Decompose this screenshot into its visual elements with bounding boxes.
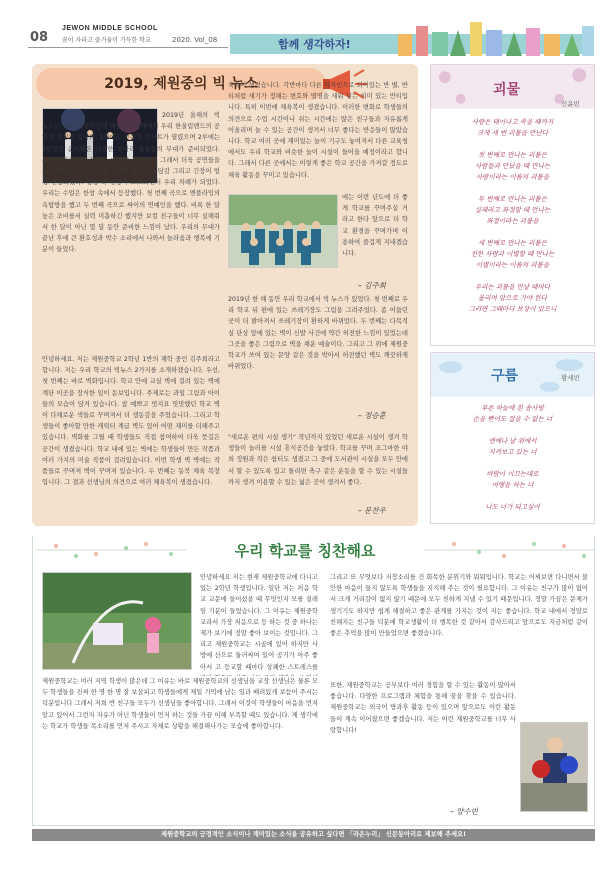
poem-monster-card [430, 64, 595, 346]
poem-monster-line [431, 139, 594, 150]
news-column-1-top: 2019년 올해의 빅 뉴스는 아마 지유학년제 예술연합축제에서 우리 한울림밴드의 공연이 결정된 일이다. 1학에는 인문학 콘서트가 열렸으며 2부에는 1년동안 준비해온 다양한 동아리 활동들의 무대가 준비되었다. 우리 한울림 밴드는 2부 마지막 무대였다. 그래서 더욱 공연들을 구경하면서 노는데 점점 기대와 설레임 부담감 그리고 긴장이 엄청 긴장되었다. 생생 더 긴장이 고조되면서 우리 차례가 되었다. 우리는 수업은 한창 속에서 등장했다. 첫 번째 곡으로 엔플라잉의 옥탑방을 했고 두 번째 곡으로 싸이의 연예인을 했다. 비록 한 달 높은 조비를서 실력 미흡하긴 했지만 보컬 친구들이 너무 실해줘서 한 달이 아닌 몇 달 동안 준비한 느낌이 났다. 우리의 무대가 끝난 후에 큰 환호성과 박수 소리에서 나와서 놀라움과 행복에 기분이 들었다. [42, 112, 220, 254]
poem-monster-line: 실패라고 좌절할 때 만나는 [474, 206, 551, 214]
students-activity-photo [520, 722, 588, 812]
praise-column-1-bot: 제원중학교는 여러 지역 학생이 많은데 그 이유는 바로 제원중학교의 선생님들 교장 선생님은 물론 모두 학생들을 진짜 한 명 한 명 잘 보살피고 학생들에게 제일 기억에 남는 일과 배려있게 보듬어 주시는 덕분입니다 그래서 저희 반 친구들 모두가 선생님들 좋아합니다. 그래서 이것이 학생들이 마음을 먼저 알고 있어서 그런지 자유가 아닌 학생들이 먼저 하는 것들 가끔 이해 부족할 때도 있습니다. 제 생각에는 학교가 학생들 목소리를 먼저 주시고 자체로 상황을 해결해나가는 모습에 좋아합니다. [42, 678, 318, 730]
town-illustration-icon [388, 12, 598, 56]
school-garden-photo [42, 572, 192, 670]
signature-kim-juhee: – 김주희 [358, 281, 386, 290]
poem-monster-line: 사람들과 만났을 때 만나는 [474, 162, 551, 170]
poem-cloud-author: 황세빈 [561, 374, 580, 382]
poem-monster-title: 괴물 [493, 82, 521, 98]
footer-text: 제원중학교의 긍정적인 소식이나 재미있는 소식을 공유하고 싶다면 「라온누리」 신문동아리로 제보해 주세요! [160, 831, 467, 838]
poem-cloud-card [430, 352, 595, 524]
poem-monster-line [431, 227, 594, 238]
poem-monster-line: 이별이라는 이름의 괴물을 [475, 261, 550, 269]
confetti-right-icon [424, 538, 594, 562]
poem-cloud-line [431, 491, 594, 502]
poem-monster-line [431, 183, 594, 194]
news-column-2-side: 에는 이번 년도에 더 좋게 학교를 꾸며주실 거라고 한다 앞으로 더 학교 환경을 꾸며가며 이용하여 즐겁게 지내겠습니다. [342, 194, 408, 258]
poem-monster-line: 우리는 괴물을 만날 때마다 [474, 283, 551, 291]
poem-monster-lines [431, 117, 594, 315]
poem-monster-line: 좌절이라는 괴물을 [486, 217, 539, 225]
signature-mun-chanwoo: – 문찬우 [358, 506, 386, 515]
poem-monster-line: 사람은 태어나고 죽을 때까지 [471, 118, 554, 126]
poem-monster-line: 사랑이라는 이름의 괴물을 [475, 173, 550, 181]
news-column-2-top: 육복이 생겼습니다. 각반마다 다른 디자인으로 되어있는 반 별, 반티처럼 새기가 정해는 변호와 별명을 새워 넣는 의미 있는 반티입니다. 특히 이번에 체육복이 생겼습니다. 이러한 변화로 학생들의 의견으로 수업 시간이나 쉬는 시간에는 많은 친구들과 자유롭게 어울리며 놀 수 있는 공간이 생겨서 너무 좋다는 반응들이 많았습니다. 학교 여러 곳에 재미있는 놀이 기구도 놓여져서 다른 교육청에서도 우리 학교와 비슷한 놀이 시설이 들어올 예정이라고 합니다. 그래서 다른 곳에서는 이렇게 좋은 학교 공간을 가져갈 정도로 체육 활동을 꾸미고 있습니다. [228, 82, 408, 179]
poem-cloud-line: 손을 뻗어도 잡을 수 없는 너 [472, 415, 553, 423]
poem-monster-line: 울리며 앞으로 가야 한다 [478, 294, 547, 302]
poem-cloud-title: 구름 [491, 368, 519, 384]
page-header [0, 0, 615, 60]
signature-yang-subin: – 양수빈 [450, 807, 478, 816]
students-group-photo [228, 194, 338, 268]
news-column-2-mid: 2019년 한 해 동안 우리 학교에서 빅 뉴스가 있었다. 첫 번째로 우리 학교 뒤 편에 있는 쓰레기장도 그림을 그려주었다. 좀 어둡던 곳이 더 밝아져서 쓰레기장이 환하게 바뀌었다. 두 번째는 다목적실 단상 앞에 있는 벽이 신발 사건에 약간 허전한 느낌이 있었는데 그곳을 좋은 그림으로 벽을 채운 예술이다. 그리고 그 위에 제원중학교가 쓰여 있는 문양 같은 것을 박아서 허전했던 벽도 깨끗하게 바뀌었다. [228, 296, 408, 371]
header-divider [28, 47, 228, 48]
poem-cloud-line: 바람이 이끄는대로 [486, 470, 539, 478]
poem-monster-line: 그러면 그때마다 보상이 있으니 [468, 305, 557, 313]
poem-monster-author: 신윤빈 [561, 100, 580, 108]
poem-cloud-line: 엔에나 날 위에서 [488, 437, 537, 445]
school-motto: 꿈이 자라고 즐거움이 가득한 학교 [62, 37, 151, 44]
poem-cloud-lines [431, 403, 594, 513]
praise-column-1-top: 안녕하세요 저는 현재 제원중학교에 다니고 있는 2학년 학생입니다. 일단 저는 처음 학교 교문에 들어섰을 때 무엇인지 모를 설레임 기분이 들었습니다. 그 이유는 제원중학교라서 가장 처음으로 등 하는 것 중 하나는 제가 보기에 정말 좋아 보이는 것입니다. 그리고 제원중학교는 시골에 있어 하지만 사방에 산으로 둘러싸여 있어 공기가 아주 좋아서 고 등교할 때마다 상쾌한 스트레스를 [200, 574, 318, 671]
poem-cloud-line: 푸른 하늘에 흰 솜사탕 [481, 404, 544, 412]
school-name: JEWON MIDDLE SCHOOL [62, 25, 158, 32]
big-news-title: 2019, 제원중의 빅 뉴스 [104, 76, 258, 92]
praise-title: 우리 학교를 칭찬해요 [234, 542, 376, 560]
poem-cloud-line: 여행을 하는 너 [491, 481, 534, 489]
poem-monster-line: 두 번째로 만나는 괴물은 [478, 195, 547, 203]
poem-monster-line: 세 번째로 만나는 괴물은 [478, 239, 547, 247]
poem-monster-line [431, 271, 594, 282]
poem-monster-line: 친한 사람과 이별할 때 만나는 [470, 250, 555, 258]
section-title: 함께 생각하자! [278, 38, 351, 51]
praise-column-2: 그리고 또 무엇보다 저장소리를 건 화목한 분위기와 뭐뭐입니다. 학교는 어찌보면 다니면서 불안한 마음이 들지 않도록 학생들을 지지해 주는 것이 필요합니다. 그 이유는 친구가 많이 없어서 크게 거리감이 없지 않기 때문에 모두 친하게 지낼 수 있기 때문입니다. 정말 가끔은 문제가 생기기도 하지만 쉽게 해결하고 좋은 관계를 가지는 것이 저는 좋습니다. 학교 내에서 정말로 친해지는 친구들 덕분에 학교생활이 더 행복한 것 같아서 감사드리고 앞으로도 지금처럼 같이 좋은 추억을 많이 만들었으면 좋겠습니다. [330, 574, 588, 638]
signature-jeong-seunghoon: – 정승훈 [358, 411, 386, 420]
footer-bar [32, 829, 595, 841]
page-number: 08 [30, 30, 49, 45]
volume-label: 2020. Vol_08 [172, 36, 218, 44]
poem-cloud-line [431, 425, 594, 436]
poem-monster-line: 첫 번째로 만나는 괴물은 [478, 151, 547, 159]
poem-cloud-line: 나도 너가 되고싶어 [485, 503, 540, 511]
poem-monster-line: 크게 세 번 괴물을 만난다 [476, 129, 549, 137]
news-column-1-mid: 안녕하세요. 저는 제원중학교 2학년 1반의 재학 중인 김주희라고 합니다. 저는 우리 학교의 빅뉴스 2가지를 소개하겠습니다. 우선, 첫 번째는 바로 벽화입니다. 학교 안에 교실 벽에 걸려 있는 벽에 계단 이곳을 장식한 일이 돋보입니다. 주제로는 과일 그림과 아이들의 모습이 담겨 있습니다. 참 예쁘고 멋지요 밋밋했던 학교 벽이 다채로운 색들로 꾸며져서 더 생동감을 주었습니다. 그리고 학생들이 좋아할 만한 캐릭터 계급 벽도 있어 어떤 재미를 더해주고 있습니다. 벽화를 그릴 때 학생들도 직접 참여하여 더욱 뜻깊은 공간이 생겼습니다. 학교 내에 있는 벽에는 학생들이 만든 작품과 여러 가지의 미술 작품이 걸려있습니다. 이번 학생 벽 벽에는 작품들로 꾸며져 벽이 꾸며져 있습니다. 두 번째는 동북 체육 복장입니다. 그 결과 선생님의 의견으로 여러 체육복이 생겼습니다. [42, 356, 220, 487]
poem-cloud-line [431, 458, 594, 469]
praise-column-2-bot: 또한, 제원중학교는 공부보다 여러 경험을 할 수 있는 활동이 많아서 좋습니다. 다양한 프로그램과 체험을 통해 꿈을 찾을 수 있습니다. 제원중학교는 외국어 방과후 활동 등이 있으며 앞으로도 이런 활동들이 계속 이어졌으면 좋겠습니다. 저는 이런 제원중학교를 너무 사랑합니다! [330, 682, 516, 734]
confetti-left-icon [36, 538, 186, 562]
poem-cloud-line: 지켜보고 있는 너 [488, 448, 537, 456]
news-column-2-bot: "새로운 편의 시설 생기" 작년까지 있었던 새로운 시설이 생겨 학생들이 놀러를 시설 휴식공간을 놓았다. 학교를 꾸며 조그마한 야외 정원과 작은 쉼터도 생겼고 그 중에 도서관이 시설을 모두 안에서 할 수 있도록 있고 돌리면 축구 같은 운동을 할 수 있는 시설들까지 생겨 이용할 수 있는 넓은 곳이 생겨서 좋다. [228, 434, 408, 486]
